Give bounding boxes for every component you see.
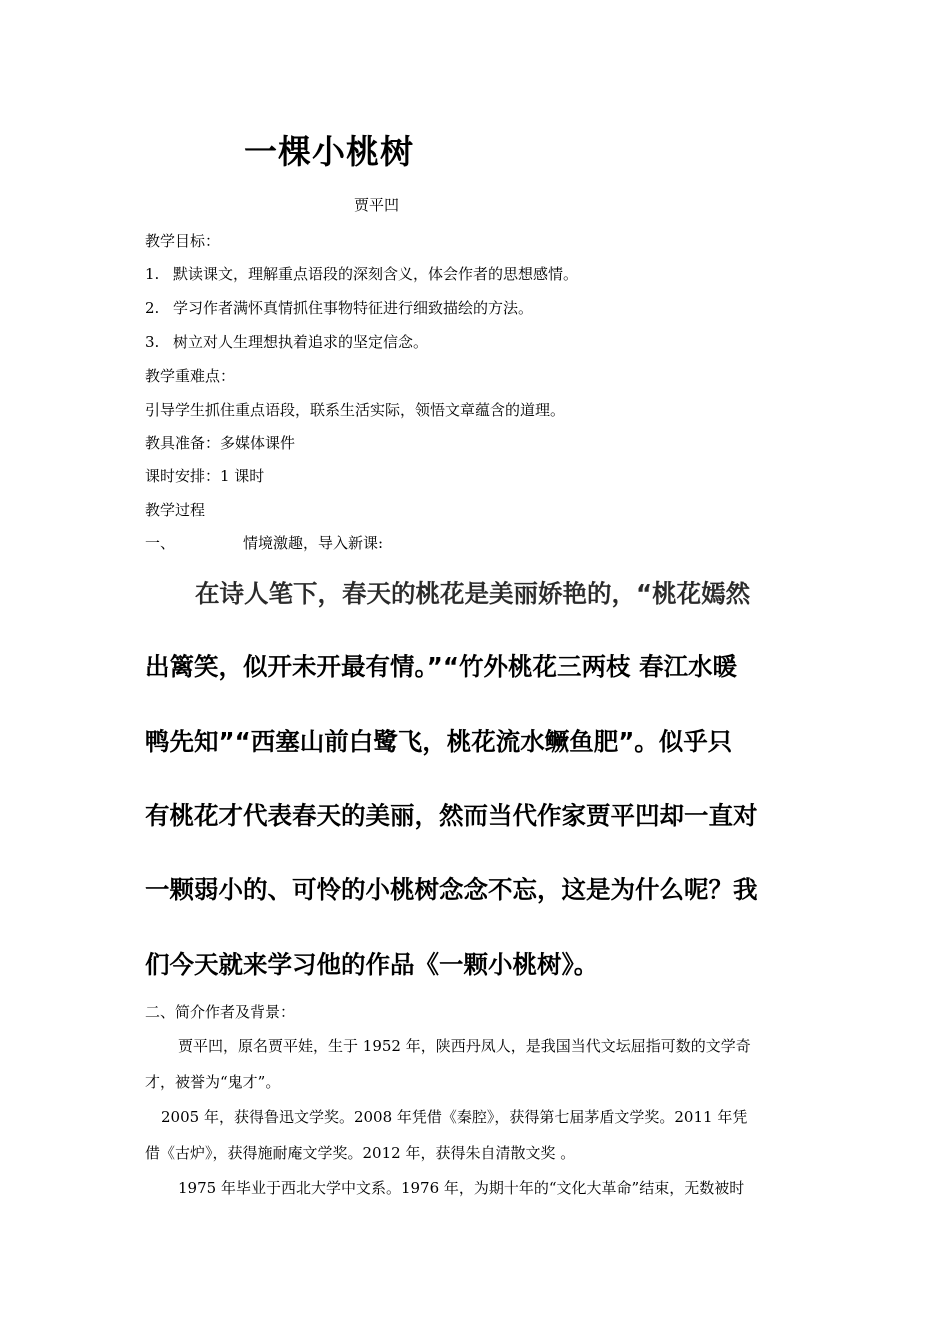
bio-line: 2005 年，获得鲁迅文学奖。2008 年凭借《秦腔》，获得第七届茅盾文学奖。2011 年凭 (161, 1108, 748, 1126)
document-title: 一棵小桃树 (244, 132, 414, 171)
section-one-heading (145, 532, 383, 553)
objective-number: 3. (145, 333, 160, 351)
objective-text: 默读课文，理解重点语段的深刻含义，体会作者的思想感情。 (173, 265, 579, 283)
intro-line: 在诗人笔下，春天的桃花是美丽娇艳的，“桃花嫣然 (195, 579, 751, 608)
section-two-heading: 二、简介作者及背景： (145, 1003, 296, 1021)
objective-number: 1. (145, 265, 160, 283)
intro-line: 一颗弱小的、可怜的小桃树念念不忘，这是为什么呢？我 (145, 875, 758, 904)
intro-line: 出篱笑，似开未开最有情。”“竹外桃花三两枝 春江水暖 (145, 652, 737, 681)
class-schedule: 课时安排：1 课时 (145, 467, 265, 485)
key-points-text: 引导学生抓住重点语段，联系生活实际，领悟文章蕴含的道理。 (145, 401, 566, 419)
objective-text: 学习作者满怀真情抓住事物特征进行细致描绘的方法。 (173, 299, 534, 317)
objective-item (145, 331, 428, 352)
objective-number: 2. (145, 299, 160, 317)
process-heading: 教学过程 (145, 501, 206, 519)
objective-item (145, 263, 578, 284)
section-number: 一、 (145, 534, 176, 552)
bio-line: 才，被誉为“鬼才”。 (145, 1073, 281, 1091)
bio-line: 1975 年毕业于西北大学中文系。1976 年，为期十年的“文化大革命”结束，无数被时 (178, 1179, 745, 1197)
section-title: 情境激趣，导入新课: (243, 534, 384, 552)
bio-line: 贾平凹，原名贾平娃，生于 1952 年，陕西丹凤人，是我国当代文坛屈指可数的文学奇 (178, 1037, 751, 1055)
intro-line: 们今天就来学习他的作品《一颗小桃树》。 (145, 950, 599, 979)
objective-item (145, 297, 533, 318)
author-name: 贾平凹 (354, 196, 400, 214)
intro-line: 鸭先知”“西塞山前白鹭飞，桃花流水鳜鱼肥”。似乎只 (145, 727, 733, 756)
key-points-heading: 教学重难点： (145, 367, 236, 385)
teaching-tools: 教具准备：多媒体课件 (145, 434, 296, 452)
intro-line: 有桃花才代表春天的美丽，然而当代作家贾平凹却一直对 (145, 801, 758, 830)
objective-text: 树立对人生理想执着追求的坚定信念。 (173, 333, 429, 351)
objectives-heading: 教学目标： (145, 232, 221, 250)
bio-line: 借《古炉》，获得施耐庵文学奖。2012 年，获得朱自清散文奖 。 (145, 1144, 576, 1162)
